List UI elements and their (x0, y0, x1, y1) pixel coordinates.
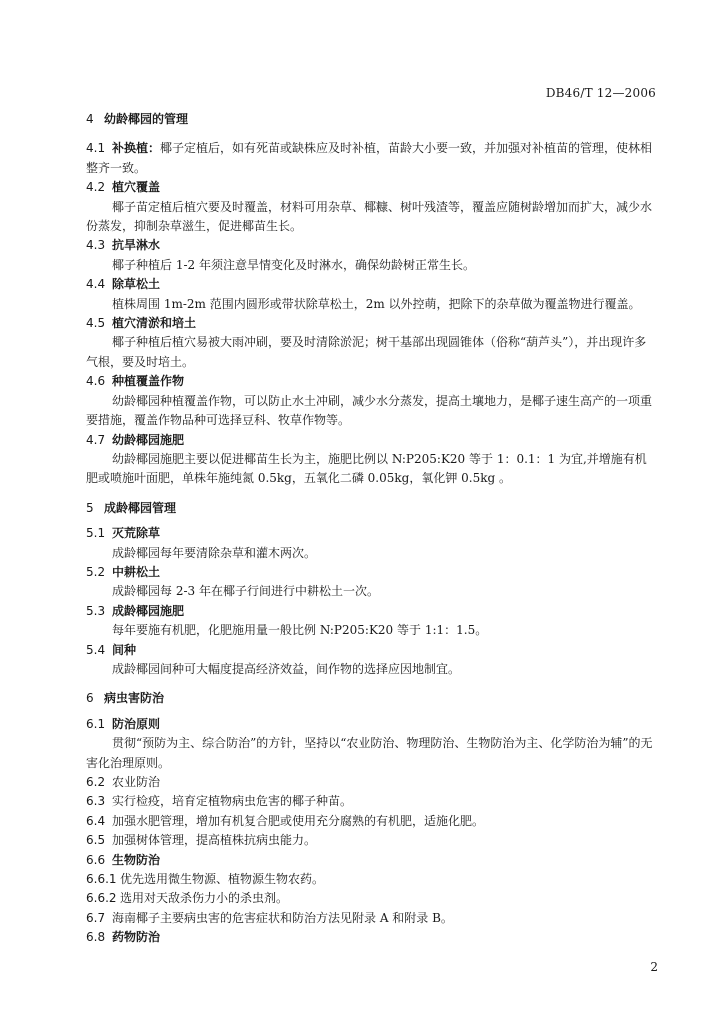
clause-text: 农业防治 (112, 775, 161, 789)
clause-number: 6.6.2 (86, 891, 117, 906)
clause-4-2-heading (86, 178, 658, 197)
clause-number: 5.2 (86, 564, 106, 579)
clause-4-6-text: 幼龄椰园种植覆盖作物，可以防止水土冲刷，减少水分蒸发，提高土壤地力，是椰子速生高产的一项重要措施，覆盖作物品种可选择豆科、牧草作物等。 (86, 393, 653, 428)
clause-title: 除草松土 (112, 277, 161, 292)
clause-number: 6.1 (86, 716, 106, 731)
clause-4-7-heading (86, 431, 658, 450)
clause-number: 6.5 (86, 833, 106, 848)
clause-4-4-heading (86, 275, 658, 294)
clause-number: 4.6 (86, 374, 106, 389)
clause-5-2-heading (86, 563, 658, 582)
clause-5-3-text: 每年要施有机肥，化肥施用量一般比例 N:P205:K20 等于 1:1：1.5。 (112, 623, 488, 638)
clause-4-4-text: 植株周围 1m-2m 范围内圆形或带状除草松土，2m 以外控萌，把除下的杂草做为覆盖物进行覆盖。 (112, 296, 641, 311)
clause-4-5-heading (86, 314, 658, 333)
clause-number: 6.6 (86, 852, 106, 867)
clause-number: 4.5 (86, 316, 106, 331)
clause-title: 间种 (112, 642, 137, 657)
clause-4-7-text: 幼龄椰园施肥主要以促进椰苗生长为主，施肥比例以 N:P205:K20 等于 1：0.1：1 为宜,并增施有机肥或喷施叶面肥，单株年施纯氮 0.5kg，五氧化二磷 0.05kg，氧化钾 0.5kg 。 (86, 451, 647, 486)
clause-5-4-text: 成龄椰园间种可大幅度提高经济效益，间作物的选择应因地制宜。 (112, 661, 461, 676)
clause-4-5-text: 椰子种植后植穴易被大雨冲刷，要及时清除淤泥；树干基部出现圆锥体（俗称“葫芦头”），并出现许多气根，要及时培土。 (86, 335, 647, 369)
clause-6-1-text: 贯彻“预防为主、综合防治”的方针，坚持以“农业防治、物理防治、生物防治为主、化学防治为辅”的无害化治理原则。 (86, 736, 653, 770)
clause-5-4-heading (86, 641, 658, 660)
clause-5-1-text: 成龄椰园每年要清除杂草和灌木两次。 (112, 545, 317, 560)
clause-4-2-text: 椰子苗定植后植穴要及时覆盖，材料可用杂草、椰糠、树叶残渣等，覆盖应随树龄增加而扩大，减少水份蒸发，抑制杂草滋生，促进椰苗生长。 (86, 199, 653, 234)
section-heading (86, 689, 658, 708)
section-heading (86, 110, 658, 129)
section-number: 4 (86, 112, 94, 126)
section-heading (86, 499, 658, 518)
clause-title: 生物防治 (112, 852, 161, 867)
section-number: 5 (86, 500, 94, 515)
clause-6-7 (86, 909, 658, 928)
clause-title: 中耕松土 (112, 564, 161, 579)
clause-title: 植穴清淤和培土 (112, 316, 197, 331)
clause-text: 椰子定植后，如有死苗或缺株应及时补植，苗龄大小要一致，并加强对补植苗的管理，使林相整齐一致。 (86, 141, 653, 175)
clause-text: 加强水肥管理，增加有机复合肥或使用充分腐熟的有机肥，适施化肥。 (112, 813, 485, 828)
page-number: 2 (650, 960, 658, 974)
clause-text: 海南椰子主要病虫害的危害症状和防治方法见附录 A 和附录 B。 (112, 910, 453, 925)
clause-text: 加强树体管理，提高植株抗病虫能力。 (112, 833, 317, 848)
clause-number: 5.3 (86, 603, 106, 618)
clause-text: 选用对天敌杀伤力小的杀虫剂。 (120, 891, 289, 906)
clause-4-3-heading (86, 236, 658, 255)
clause-4-6-heading (86, 372, 658, 391)
clause-6-6-1 (86, 870, 658, 889)
clause-number: 6.6.1 (86, 872, 117, 887)
clause-6-6-heading (86, 851, 658, 870)
clause-5-3-heading (86, 602, 658, 621)
clause-text: 实行检疫，培育定植物病虫危害的椰子种苗。 (112, 794, 353, 809)
clause-number: 4.1 (86, 141, 106, 156)
section-number: 6 (86, 691, 94, 706)
clause-6-1-heading (86, 715, 658, 734)
clause-number: 6.3 (86, 794, 106, 809)
clause-6-8-heading (86, 928, 658, 947)
clause-number: 4.2 (86, 180, 106, 195)
clause-number: 6.2 (86, 775, 106, 789)
clause-text: 优先选用微生物源、植物源生物农药。 (120, 872, 325, 887)
clause-6-4 (86, 812, 658, 831)
clause-title: 植穴覆盖 (112, 180, 161, 195)
clause-number: 6.8 (86, 930, 106, 945)
clause-5-1-heading (86, 524, 658, 543)
standard-code: DB46/T 12—2006 (545, 86, 656, 100)
section-title: 成龄椰园管理 (104, 500, 177, 515)
clause-number: 5.1 (86, 526, 106, 541)
document-body (86, 110, 658, 948)
clause-6-6-2 (86, 889, 658, 908)
clause-number: 6.7 (86, 910, 106, 925)
clause-number: 4.3 (86, 238, 106, 253)
clause-6-5 (86, 831, 658, 850)
clause-4-3-text: 椰子种植后 1-2 年须注意旱情变化及时淋水，确保幼龄树正常生长。 (112, 257, 475, 272)
clause-title: 抗旱淋水 (112, 238, 161, 253)
clause-title: 成龄椰园施肥 (112, 603, 185, 618)
clause-title: 补换植： (112, 141, 161, 156)
clause-5-2-text: 成龄椰园每 2-3 年在椰子行间进行中耕松土一次。 (112, 584, 379, 599)
section-title: 病虫害防治 (104, 691, 165, 706)
section-title: 幼龄椰园的管理 (104, 112, 189, 126)
clause-number: 4.4 (86, 277, 106, 292)
clause-number: 5.4 (86, 642, 106, 657)
clause-6-3 (86, 792, 658, 811)
clause-title: 防治原则 (112, 716, 161, 731)
clause-number: 6.4 (86, 813, 106, 828)
clause-4-1 (86, 139, 658, 178)
clause-title: 灭荒除草 (112, 526, 161, 541)
clause-title: 种植覆盖作物 (112, 374, 185, 389)
clause-6-2 (86, 773, 658, 792)
clause-title: 幼龄椰园施肥 (112, 432, 185, 447)
clause-title: 药物防治 (112, 930, 161, 945)
clause-number: 4.7 (86, 432, 106, 447)
